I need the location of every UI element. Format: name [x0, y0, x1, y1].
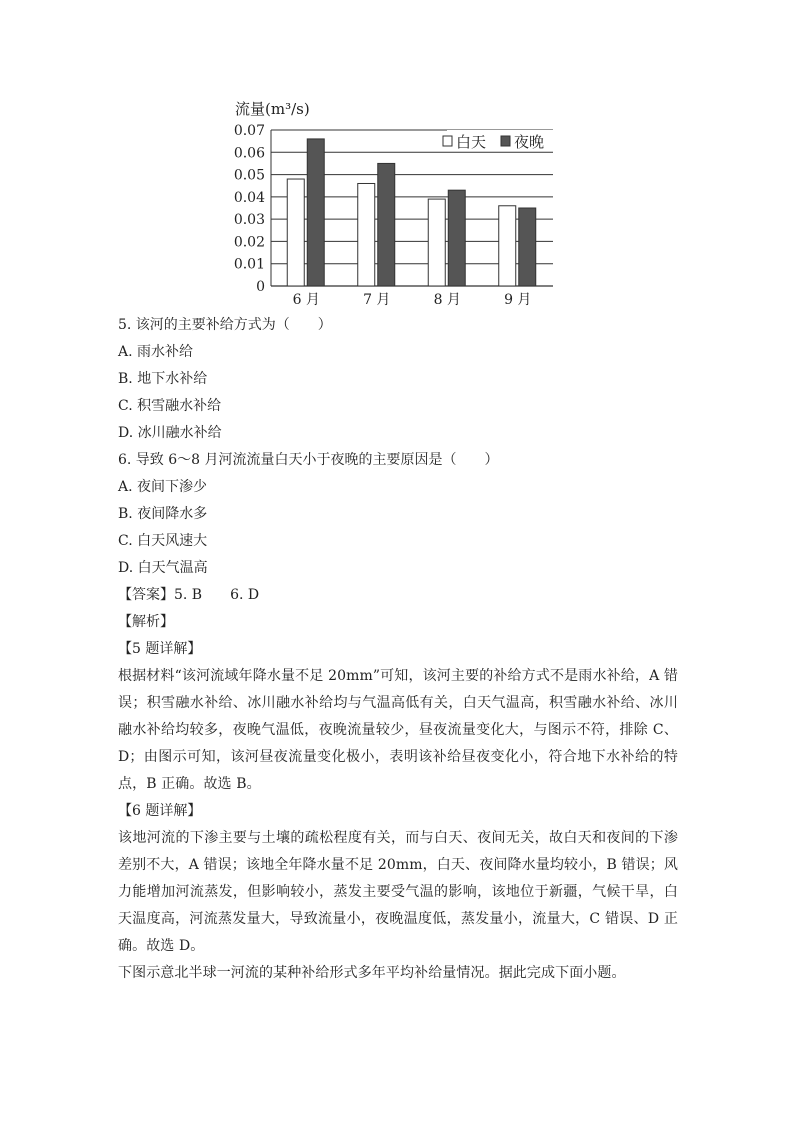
- q5-option-a: A. 雨水补给: [118, 344, 194, 360]
- y-tick-label: 0.04: [233, 189, 265, 206]
- q5-option-b: B. 地下水补给: [118, 371, 208, 387]
- q6-option-a: A. 夜间下渗少: [118, 479, 208, 495]
- legend-label: 夜晚: [514, 133, 545, 151]
- bar-night: [378, 163, 395, 286]
- y-axis-label: 流量(m³/s): [235, 100, 310, 118]
- x-tick-label: 8 月: [433, 292, 461, 308]
- q5-option-c: C. 积雪融水补给: [118, 398, 222, 414]
- question-5-options: [118, 339, 678, 447]
- question-document: [118, 312, 678, 987]
- flow-bar-chart: [225, 92, 565, 312]
- q6-detail-heading: 【6 题详解】: [118, 803, 202, 819]
- chart-legend: [443, 130, 565, 151]
- y-tick-label: 0.06: [233, 145, 265, 162]
- question-6-options: [118, 474, 678, 582]
- answer-line: 【答案】5. B 6. D: [118, 587, 260, 603]
- y-axis-ticks: [234, 123, 265, 295]
- y-tick-label: 0: [256, 279, 265, 295]
- q5-detail-heading: 【5 题详解】: [118, 641, 202, 657]
- y-tick-label: 0.03: [233, 212, 265, 229]
- q6-option-d: D. 白天气温高: [118, 560, 208, 576]
- q5-detail-text: 根据材料“该河流域年降水量不足 20mm”可知，该河主要的补给方式不是雨水补给，A 错误；积雪融水补给、冰川融水补给均与气温高低有关，白天气温高，积雪融水补给、冰川融水补给均较多，夜晚气温低，夜晚流量较少，昼夜流量变化大，与图示不符，排除 C、D；由图示可知，该河昼夜流量变化极小，表明该补给昼夜变化小，符合地下水补给的特点，B 正确。故选 B。: [118, 668, 678, 792]
- bar-day: [358, 183, 375, 286]
- analysis-heading: 【解析】: [118, 614, 174, 630]
- legend-swatch: [443, 136, 452, 146]
- q6-detail-text: 该地河流的下渗主要与土壤的疏松程度有关，而与白天、夜间无关，故白天和夜间的下渗差别不大，A 错误；该地全年降水量不足 20mm，白天、夜间降水量均较小，B 错误；风力能增加河流蒸发，但影响较小，蒸发主要受气温的影响，该地位于新疆，气候干旱，白天温度高，河流蒸发量大，导致流量小，夜晚温度低，蒸发量小，流量大，C 错误、D 正确。故选 D。: [118, 830, 678, 954]
- q6-option-b: B. 夜间降水多: [118, 506, 208, 522]
- y-tick-label: 0.07: [233, 123, 265, 139]
- question-5-stem: 5. 该河的主要补给方式为（ ）: [118, 317, 332, 333]
- legend-swatch: [501, 136, 510, 146]
- q5-option-d: D. 冰川融水补给: [118, 425, 222, 441]
- q6-option-c: C. 白天风速大: [118, 533, 208, 549]
- x-tick-label: 9 月: [504, 292, 532, 308]
- x-tick-label: 7 月: [363, 292, 391, 308]
- bar-night: [519, 208, 536, 286]
- next-question-intro: 下图示意北半球一河流的某种补给形式多年平均补给量情况。据此完成下面小题。: [118, 965, 626, 981]
- bar-day: [428, 199, 445, 286]
- y-tick-label: 0.01: [233, 256, 265, 273]
- bar-day: [499, 206, 516, 286]
- bar-night: [448, 190, 465, 286]
- x-tick-label: 6 月: [292, 292, 320, 308]
- bar-day: [287, 179, 304, 286]
- legend-label: 白天: [456, 133, 487, 151]
- y-tick-label: 0.05: [233, 167, 265, 184]
- x-axis-ticks: [293, 292, 532, 308]
- bar-night: [307, 139, 324, 286]
- y-tick-label: 0.02: [233, 234, 265, 251]
- question-6-stem: 6. 导致 6～8 月河流流量白天小于夜晚的主要原因是（ ）: [118, 452, 499, 468]
